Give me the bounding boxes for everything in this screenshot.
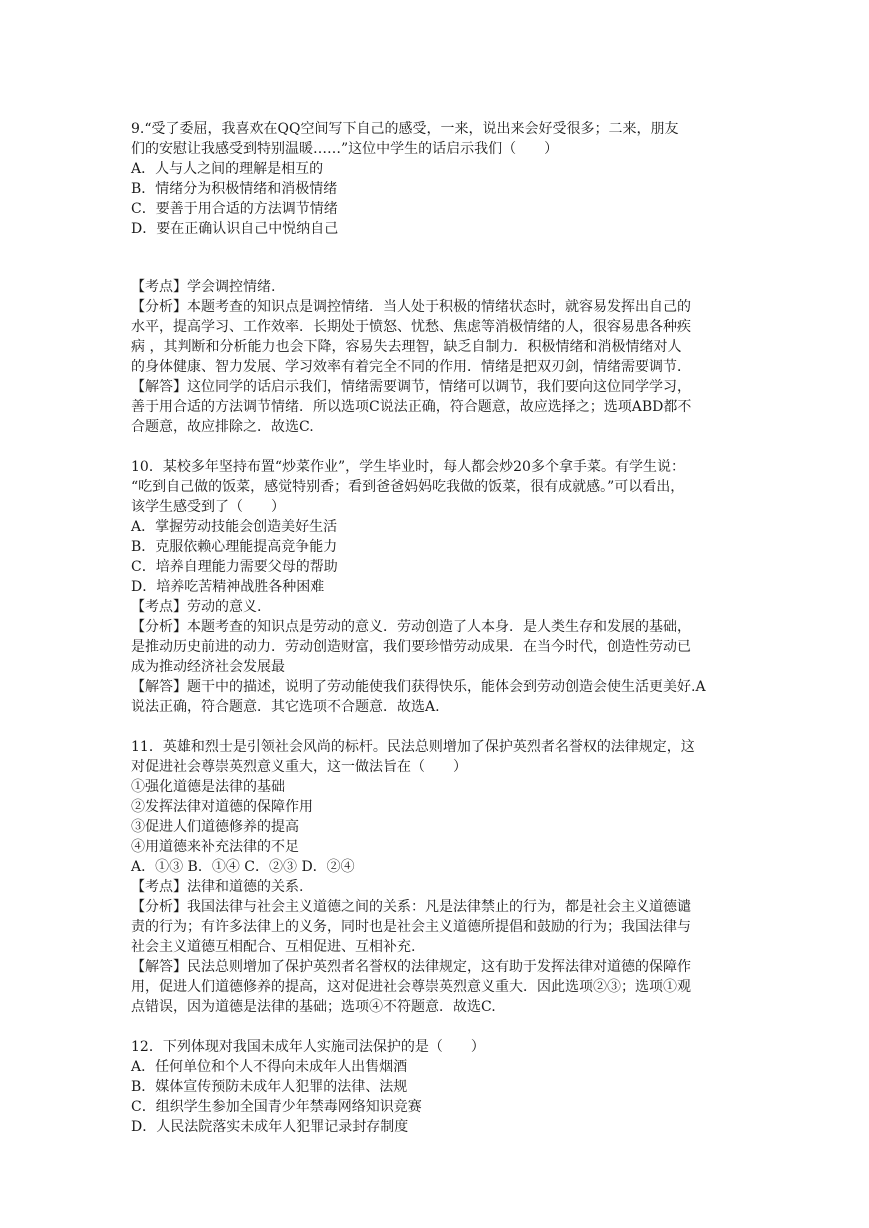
analysis-line: 【考点】学会调控情绪. xyxy=(131,279,276,295)
analysis-line: 【分析】我国法律与社会主义道德之间的关系：凡是法律禁止的行为，都是社会主义道德谴 xyxy=(131,899,691,915)
question-11 xyxy=(131,737,741,1017)
answer-option: C．组织学生参加全国青少年禁毒网络知识竞赛 xyxy=(131,1099,422,1115)
answer-option: D．培养吃苦精神战胜各种困难 xyxy=(131,579,325,595)
analysis-line: 的身体健康、智力发展、学习效率有着完全不同的作用．情绪是把双刃剑，情绪需要调节． xyxy=(131,359,691,375)
analysis-line: 社会主义道德互相配合、互相促进、互相补充. xyxy=(131,939,416,955)
answer-option: C．要善于用合适的方法调节情绪 xyxy=(131,201,338,217)
analysis-line: 合题意，故应排除之．故选C. xyxy=(131,419,314,435)
question-12 xyxy=(131,1037,741,1137)
question-stem-line: 9.“受了委屈，我喜欢在QQ空间写下自己的感受，一来，说出来会好受很多；二来，朋友 xyxy=(131,121,679,137)
analysis-line: 责的行为；有许多法律上的义务，同时也是社会主义道德所提倡和鼓励的行为；我国法律与 xyxy=(131,919,691,935)
answer-option: B．媒体宣传预防未成年人犯罪的法律、法规 xyxy=(131,1079,408,1095)
question-stem-line: 11．英雄和烈士是引领社会风尚的标杆。民法总则增加了保护英烈者名誉权的法律规定，这 xyxy=(131,739,695,755)
question-stem-line: 们的安慰让我感受到特别温暖……”这位中学生的话启示我们（ ） xyxy=(131,141,559,157)
analysis-line: 病 ，其判断和分析能力也会下降，容易失去理智，缺乏自制力．积极情绪和消极情绪对人 xyxy=(131,339,682,355)
question-stem-line: “吃到自己做的饭菜，感觉特别香；看到爸爸妈妈吃我做的饭菜，很有成就感。”可以看出， xyxy=(131,479,685,495)
question-9 xyxy=(131,119,741,437)
spacer xyxy=(131,1017,741,1037)
answer-option: A．人与人之间的理解是相互的 xyxy=(131,161,324,177)
analysis-line: 点错误，因为道德是法律的基础；选项④不符题意．故选C. xyxy=(131,999,496,1015)
question-stem-line: 对促进社会尊崇英烈意义重大，这一做法旨在（ ） xyxy=(131,759,467,775)
answer-option: B．情绪分为积极情绪和消极情绪 xyxy=(131,181,338,197)
spacer xyxy=(131,717,741,737)
answer-option: A．任何单位和个人不得向未成年人出售烟酒 xyxy=(131,1059,408,1075)
statement-option: ③促进人们道德修养的提高 xyxy=(131,819,299,835)
analysis-line: 【分析】本题考查的知识点是调控情绪．当人处于积极的情绪状态时，就容易发挥出自己的 xyxy=(131,299,691,315)
answer-option: A．掌握劳动技能会创造美好生活 xyxy=(131,519,338,535)
document-page xyxy=(131,119,741,1137)
answer-option: D．人民法院落实未成年人犯罪记录封存制度 xyxy=(131,1119,409,1135)
analysis-line: 用，促进人们道德修养的提高，这对促进社会尊崇英烈意义重大．因此选项②③；选项①观 xyxy=(131,979,691,995)
statement-option: ④用道德来补充法律的不足 xyxy=(131,839,299,855)
answer-option: B．克服依赖心理能提高竞争能力 xyxy=(131,539,338,555)
question-stem-line: 12．下列体现对我国未成年人实施司法保护的是（ ） xyxy=(131,1039,485,1055)
answer-option: C．培养自理能力需要父母的帮助 xyxy=(131,559,338,575)
analysis-line: 【解答】题干中的描述，说明了劳动能使我们获得快乐，能体会到劳动创造会使生活更美好.A xyxy=(131,679,706,695)
spacer xyxy=(131,259,741,277)
analysis-line: 善于用合适的方法调节情绪．所以选项C说法正确，符合题意，故应选择之；选项ABD都不 xyxy=(131,399,692,415)
analysis-line: 【考点】劳动的意义. xyxy=(131,599,262,615)
spacer xyxy=(131,437,741,457)
analysis-line: 【解答】民法总则增加了保护英烈者名誉权的法律规定，这有助于发挥法律对道德的保障作 xyxy=(131,959,691,975)
statement-option: ②发挥法律对道德的保障作用 xyxy=(131,799,313,815)
answer-choices: A．①③ B．①④ C．②③ D．②④ xyxy=(131,859,355,875)
analysis-line: 【分析】本题考查的知识点是劳动的意义．劳动创造了人本身．是人类生存和发展的基础， xyxy=(131,619,691,635)
analysis-line: 【考点】法律和道德的关系. xyxy=(131,879,304,895)
statement-option: ①强化道德是法律的基础 xyxy=(131,779,285,795)
question-stem-line: 该学生感受到了（ ） xyxy=(131,499,285,515)
analysis-line: 【解答】这位同学的话启示我们，情绪需要调节，情绪可以调节，我们要向这位同学学习， xyxy=(131,379,691,395)
answer-option: D．要在正确认识自己中悦纳自己 xyxy=(131,221,339,237)
analysis-line: 说法正确，符合题意．其它选项不合题意．故选A. xyxy=(131,699,440,715)
analysis-line: 水平，提高学习、工作效率．长期处于愤怒、忧愁、焦虑等消极情绪的人，很容易患各种疾 xyxy=(131,319,691,335)
question-10 xyxy=(131,457,741,717)
spacer xyxy=(131,239,741,259)
question-stem-line: 10．某校多年坚持布置“炒菜作业”，学生毕业时，每人都会炒20多个拿手菜。有学生说： xyxy=(131,459,685,475)
analysis-line: 成为推动经济社会发展最 xyxy=(131,659,285,675)
analysis-line: 是推动历史前进的动力．劳动创造财富，我们要珍惜劳动成果．在当今时代，创造性劳动已 xyxy=(131,639,691,655)
